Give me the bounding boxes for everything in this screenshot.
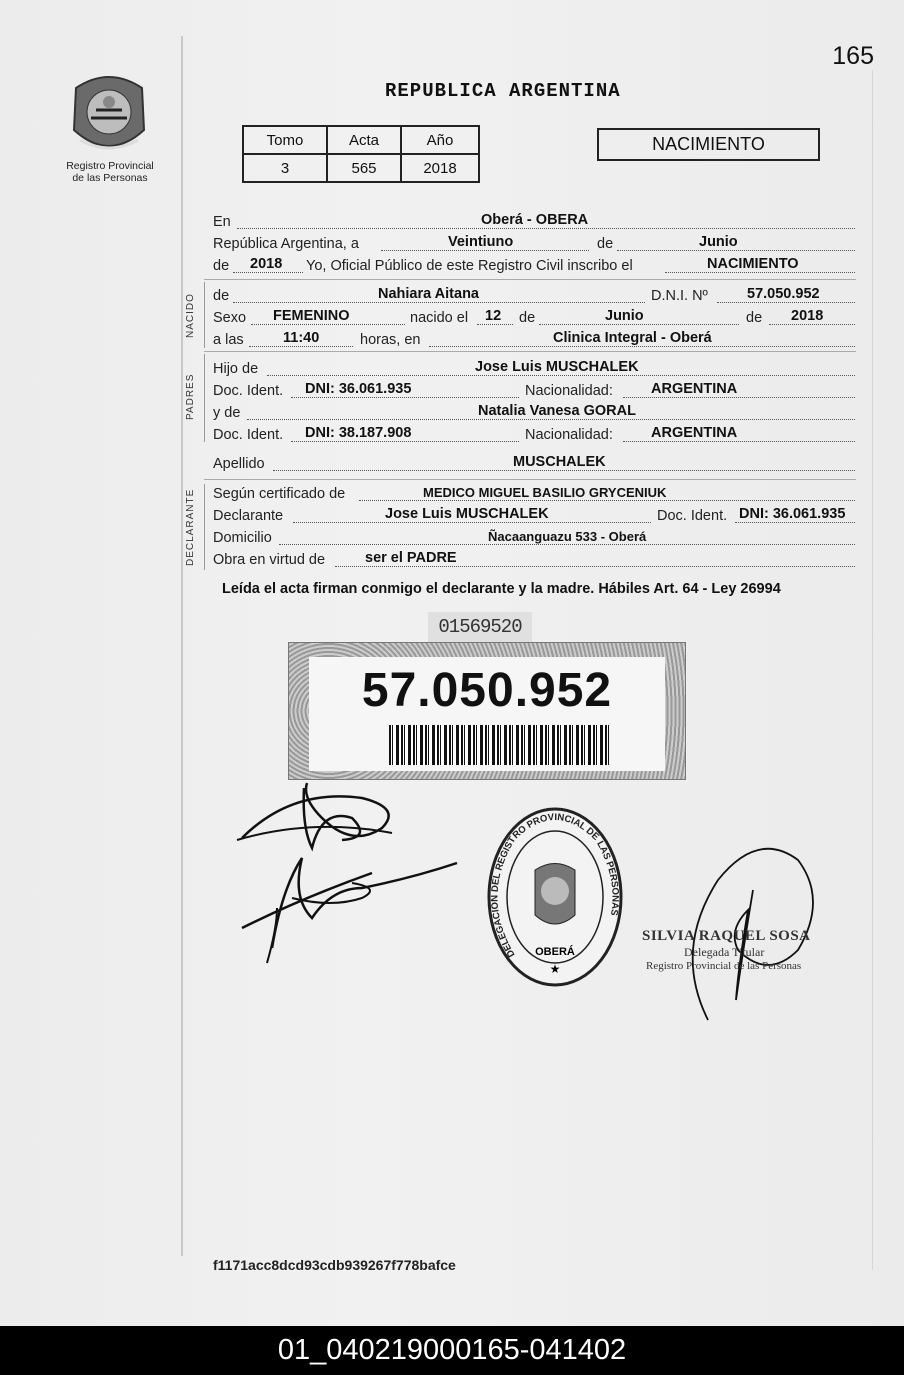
domicilio-label: Domicilio [213,530,272,546]
form-row-obra [213,550,855,570]
child-dni-value: 57.050.952 [747,286,820,302]
declarante-label: Declarante [213,508,284,524]
birth-day-value: 12 [485,308,502,324]
nac-padre-label: Nacionalidad: [525,383,613,399]
nac-madre-label: Nacionalidad: [525,427,613,443]
anio-value: 2018 [401,154,479,182]
section-padres-label: PADRES [185,373,196,420]
form-row-doc-padre [213,381,855,401]
obra-value: ser el PADRE [365,550,457,566]
seal-bottom-text: OBERÁ [535,946,575,958]
form-row-y-de [213,403,855,423]
left-margin-line [181,36,183,1256]
official-org: Registro Provincial de las Personas [646,960,802,972]
domicilio-value: Ñacaanguazu 533 - Oberá [488,529,647,544]
document-title: REPUBLICA ARGENTINA [385,80,621,102]
inscripcion-de-label: de [213,258,230,274]
form-row-republica [213,234,855,254]
dni-label: D.N.I. Nº [651,288,708,304]
acta-header: Acta [327,126,401,154]
form-row-apellido [213,454,855,474]
form-row-nombre [213,286,855,306]
inscripcion-value: NACIMIENTO [707,256,799,272]
declarante-doc-label: Doc. Ident. [657,508,728,524]
seal-top-text: DELEGACION DEL REGISTRO PROVINCIAL DE LAS PERSONAS [489,811,621,959]
section-declarante-label: DECLARANTE [185,488,196,566]
y-de-label: y de [213,405,241,421]
crest-caption-line1: Registro Provincial [66,160,154,172]
crest-caption-line2: de las Personas [72,172,148,184]
sexo-de1-label: de [519,310,536,326]
birth-time-value: 11:40 [283,330,320,346]
obra-label: Obra en virtud de [213,552,326,568]
sticker-dni-number: 57.050.952 [361,664,613,717]
mother-nationality-value: ARGENTINA [651,425,738,441]
nombre-label: de [213,288,230,304]
page-number: 165 [832,42,874,70]
barcode-icon [389,725,609,765]
declarante-value: Jose Luis MUSCHALEK [385,506,549,522]
right-margin-line [872,70,873,1270]
dni-sticker [288,642,686,780]
apellido-label: Apellido [213,456,265,472]
anio-header: Año [401,126,479,154]
day-words-value: Veintiuno [448,234,514,250]
child-name-value: Nahiara Aitana [378,286,479,302]
closing-statement: Leída el acta firman conmigo el declarante y la madre. Hábiles Art. 64 - Ley 26994 [222,581,781,597]
official-role: Delegada Titular [684,945,765,959]
acta-value: 565 [327,154,401,182]
svg-text:★: ★ [549,962,561,976]
act-type-box: NACIMIENTO [597,128,820,161]
registry-table [242,125,480,183]
form-row-sexo [213,308,855,328]
hora-label: a las [213,332,244,348]
form-row-en [213,212,855,232]
republica-de-label: de [597,236,614,252]
certificado-label: Según certificado de [213,486,346,502]
sexo-label: Sexo [213,310,247,326]
doc-madre-label: Doc. Ident. [213,427,284,443]
form-row-hora [213,330,855,350]
official-signature-block [642,928,811,972]
declarante-dni-value: DNI: 36.061.935 [739,506,846,522]
inscripcion-year-value: 2018 [250,256,283,272]
footer-id: 01_040219000165-041402 [0,1326,904,1375]
inscripcion-text: Yo, Oficial Público de este Registro Civil inscribo el [306,258,633,274]
en-value: Oberá - OBERA [481,212,589,228]
form-row-inscripcion [213,256,855,276]
section-nacido-label: NACIDO [185,293,196,338]
certificado-value: MEDICO MIGUEL BASILIO GRYCENIUK [423,485,667,500]
tomo-value: 3 [243,154,327,182]
birth-month-value: Junio [605,308,644,324]
doc-padre-label: Doc. Ident. [213,383,284,399]
father-dni-value: DNI: 36.061.935 [305,381,412,397]
mother-dni-value: DNI: 38.187.908 [305,425,412,441]
official-name: SILVIA RAQUEL SOSA [642,928,811,944]
official-seal-icon [485,805,625,990]
document-hash: f1171acc8dcd93cdb939267f778bafce [213,1257,456,1273]
form-row-doc-madre [213,425,855,445]
sexo-value: FEMENINO [273,308,350,324]
signature-declarante-icon [232,778,462,968]
crest-caption [50,160,170,184]
mother-name-value: Natalia Vanesa GORAL [478,403,636,419]
apellido-value: MUSCHALEK [513,454,606,470]
en-label: En [213,214,231,230]
form-row-hijo-de [213,359,855,379]
serial-number: 01569520 [428,612,532,642]
hijo-de-label: Hijo de [213,361,259,377]
form-row-declarante [213,506,855,526]
form-row-certificado [213,484,855,504]
father-name-value: Jose Luis MUSCHALEK [475,359,639,375]
father-nationality-value: ARGENTINA [651,381,738,397]
birth-year-value: 2018 [791,308,824,324]
birth-place-value: Clinica Integral - Oberá [553,330,712,346]
tomo-header: Tomo [243,126,327,154]
nacido-el-label: nacido el [410,310,469,326]
republica-label: República Argentina, a [213,236,359,252]
horas-en-label: horas, en [360,332,421,348]
sexo-de2-label: de [746,310,763,326]
month-words-value: Junio [699,234,738,250]
province-crest-icon [66,70,152,160]
form-row-domicilio [213,528,855,548]
